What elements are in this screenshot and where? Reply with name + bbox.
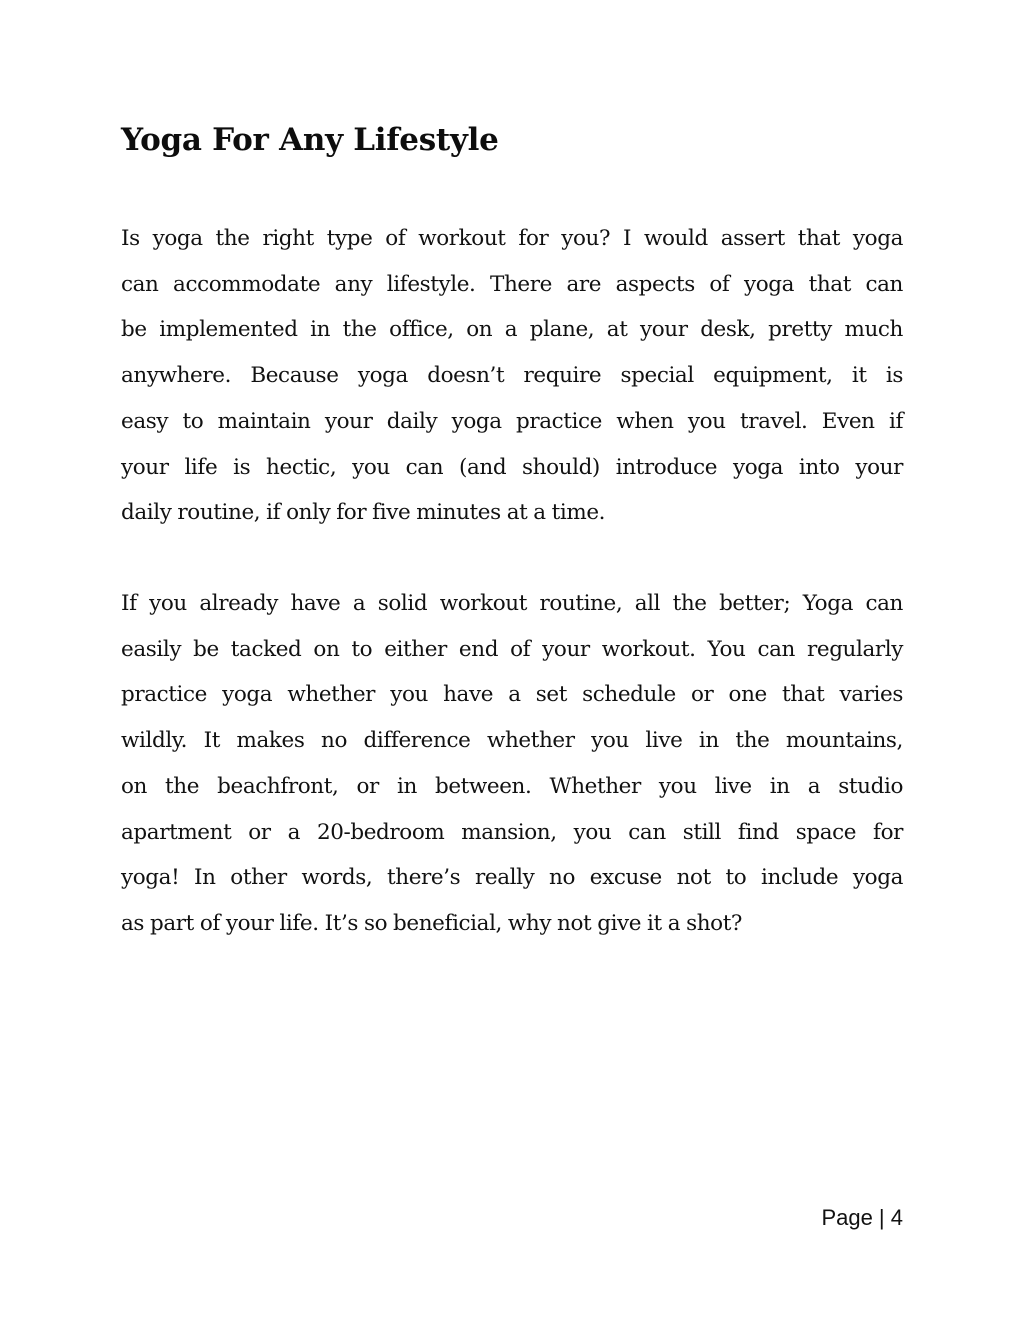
paragraph-line: as part of your life. It’s so beneficial, why not give it a shot? (121, 910, 743, 936)
paragraph-line: If you already have a solid workout routine, all the better; Yoga can (121, 591, 903, 616)
paragraph-line: can accommodate any lifestyle. There are aspects of yoga that can (121, 271, 903, 297)
paragraph-line: Is yoga the right type of workout for you? I would assert that yoga (121, 226, 903, 251)
paragraph-line: anywhere. Because yoga doesn’t require special equipment, it is (121, 363, 903, 389)
paragraph-line: your life is hectic, you can (and should) introduce yoga into your (121, 454, 903, 480)
paragraph-line: easy to maintain your daily yoga practice when you travel. Even if (121, 408, 903, 434)
paragraph-line: practice yoga whether you have a set schedule or one that varies (121, 682, 903, 708)
paragraph-line: daily routine, if only for five minutes at a time. (121, 500, 606, 526)
paragraph-line: yoga! In other words, there’s really no excuse not to include yoga (121, 865, 903, 891)
paragraph-line: wildly. It makes no difference whether you live in the mountains, (121, 728, 903, 754)
paragraph-2 (121, 581, 903, 947)
paragraph-line: on the beachfront, or in between. Whether you live in a studio (121, 773, 903, 799)
paragraph-line: easily be tacked on to either end of your workout. You can regularly (121, 636, 903, 662)
paragraph-1 (121, 216, 903, 536)
page-title: Yoga For Any Lifestyle (121, 122, 499, 158)
page-number: Page | 4 (821, 1205, 903, 1230)
paragraph-line: apartment or a 20-bedroom mansion, you can still find space for (121, 819, 903, 845)
paragraph-line: be implemented in the office, on a plane, at your desk, pretty much (121, 317, 903, 343)
